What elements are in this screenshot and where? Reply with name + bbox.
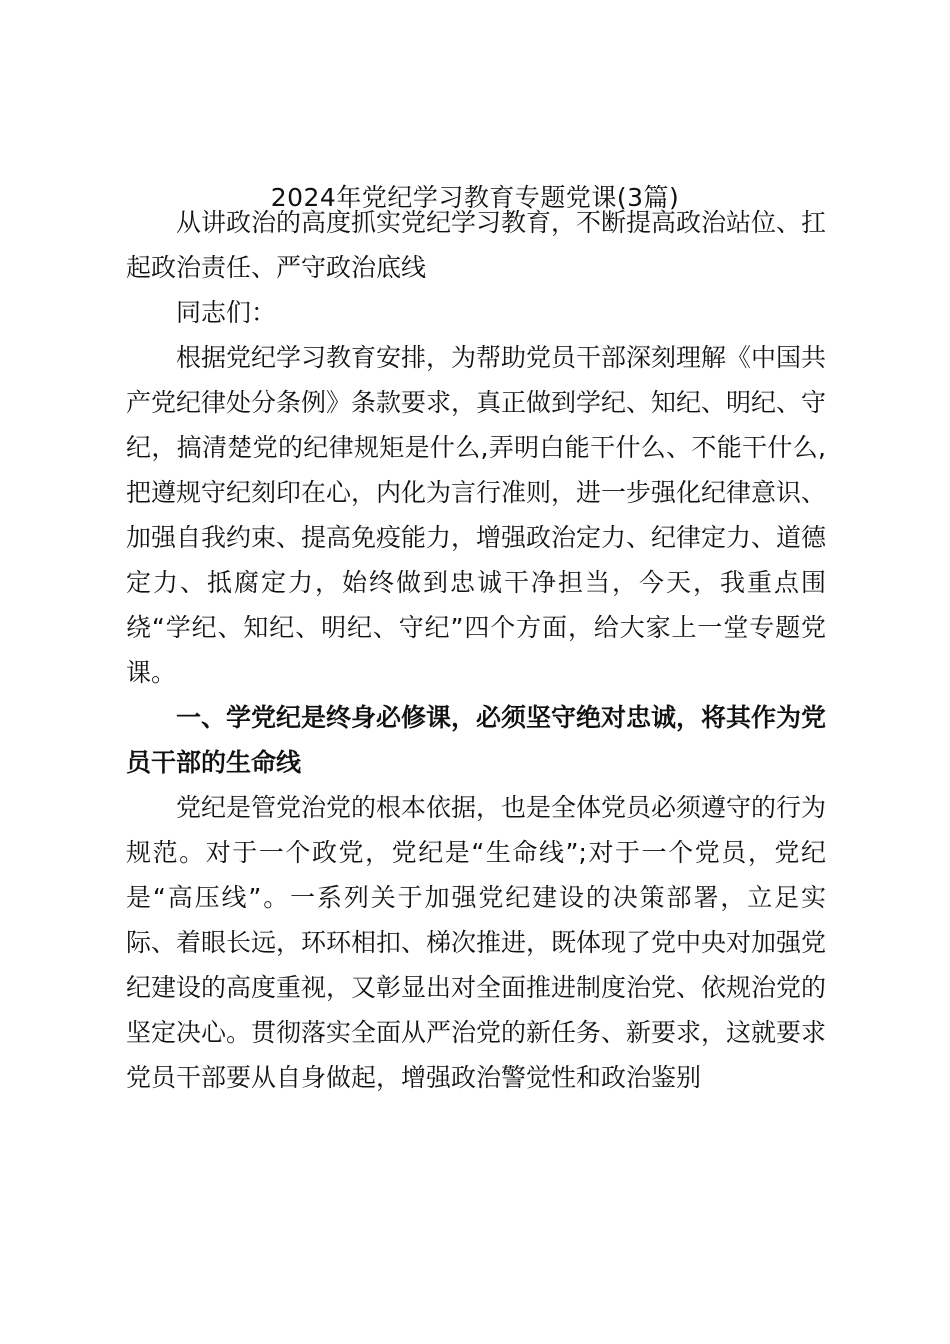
section-heading-1: 一、学党纪是终身必修课，必须坚守绝对忠诚，将其作为党员干部的生命线 [126,703,827,777]
section-1-paragraph: 党纪是管党治党的根本依据，也是全体党员必须遵守的行为规范。对于一个政党，党纪是“生命线”;对于一个党员，党纪是“高压线”。一系列关于加强党纪建设的决策部署，立足实际、着眼长远，环环相扣、梯次推进，既体现了党中央对加强党纪建设的高度重视，又彰显出对全面推进制度治党、依规治党的坚定决心。贯彻落实全面从严治党的新任务、新要求，这就要求党员干部要从自身做起，增强政治警觉性和政治鉴别 [126,793,827,1092]
document-title: 2024年党纪学习教育专题党课(3篇) [270,183,680,212]
document-body [126,200,826,1100]
intro-paragraph: 根据党纪学习教育安排，为帮助党员干部深刻理解《中国共产党纪律处分条例》条款要求，真正做到学纪、知纪、明纪、守纪，搞清楚党的纪律规矩是什么,弄明白能干什么、不能干什么,把遵规守纪刻印在心，内化为言行准则，进一步强化纪律意识、加强自我约束、提高免疫能力，增强政治定力、纪律定力、道德定力、抵腐定力，始终做到忠诚干净担当，今天，我重点围绕“学纪、知纪、明纪、守纪”四个方面，给大家上一堂专题党课。 [126,343,827,687]
salutation-paragraph: 同志们： [176,298,277,327]
subtitle-paragraph: 从讲政治的高度抓实党纪学习教育，不断提高政治站位、扛起政治责任、严守政治底线 [126,208,827,282]
